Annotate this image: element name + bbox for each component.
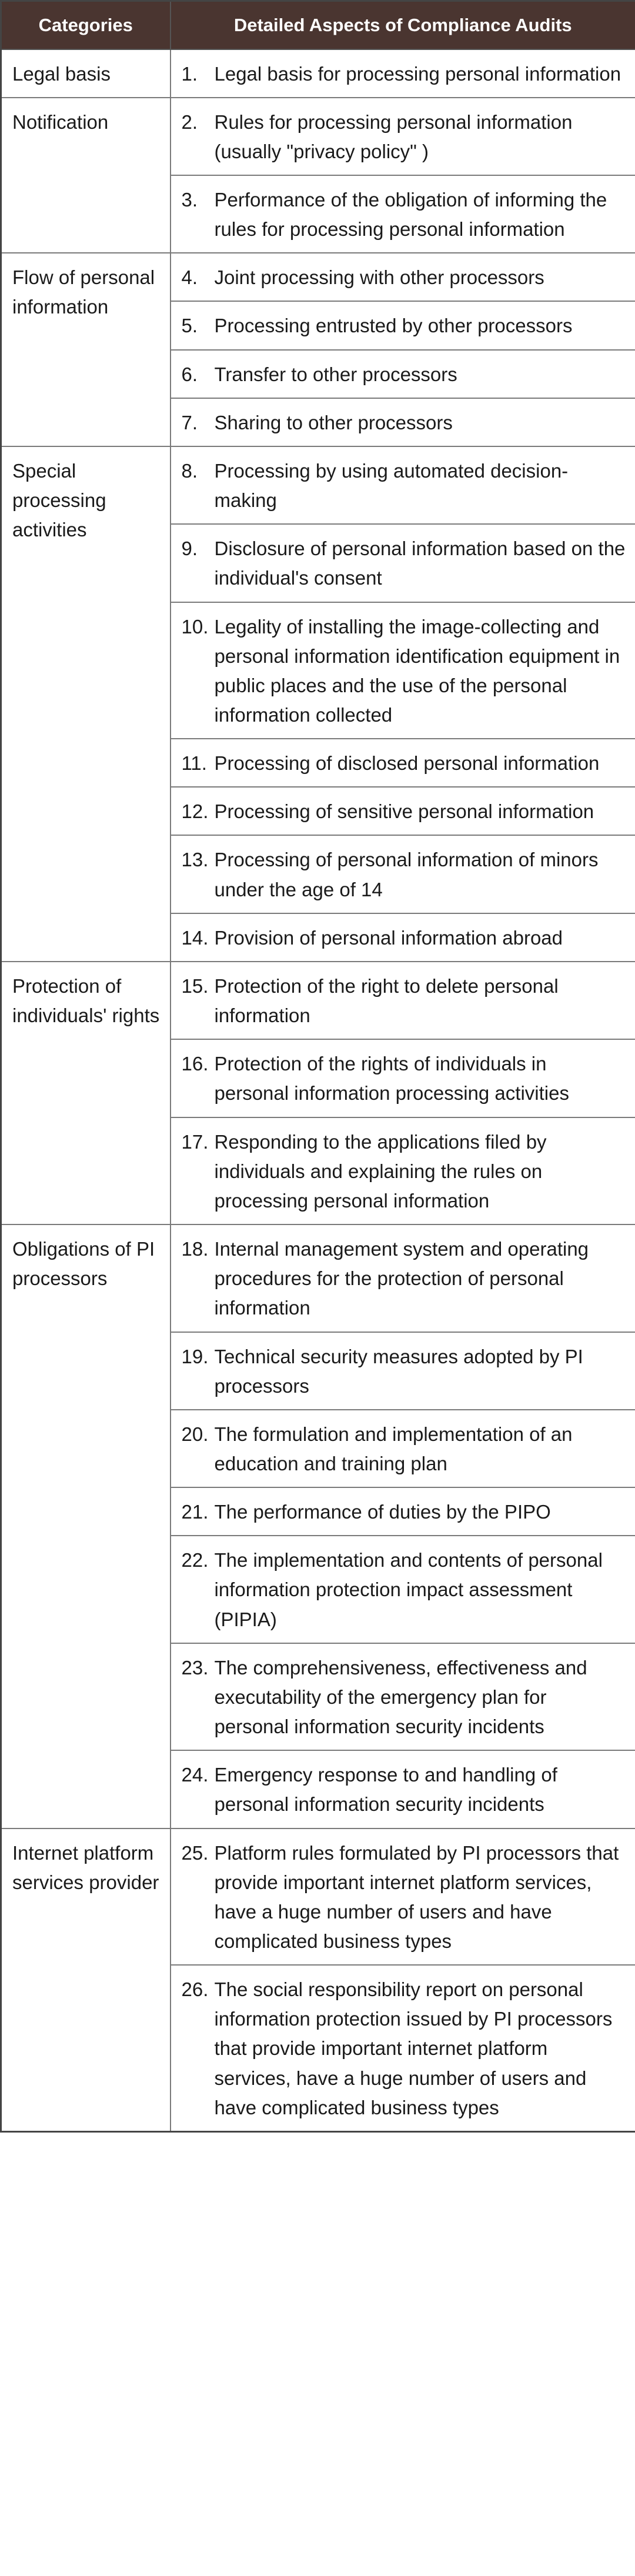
detail-cell <box>171 524 635 602</box>
item-number: 18. <box>181 1238 209 1260</box>
header-categories: Categories <box>1 1 171 49</box>
item-number: 4. <box>181 266 198 289</box>
item-number: 6. <box>181 363 198 385</box>
table-body <box>1 49 635 2132</box>
item-text: Transfer to other processors <box>214 363 457 385</box>
category-cell: Flow of personal information <box>1 253 171 446</box>
table-row <box>1 253 635 301</box>
detail-item <box>182 263 626 292</box>
detail-cell <box>171 49 635 98</box>
item-text: Protection of the right to delete personal information <box>214 975 559 1027</box>
detail-cell <box>171 1410 635 1487</box>
item-text: Responding to the applications filed by individuals and explaining the rules on processing personal information <box>214 1130 547 1212</box>
detail-cell <box>171 739 635 787</box>
item-text: Provision of personal information abroad <box>214 926 563 949</box>
detail-item <box>182 972 626 1030</box>
detail-cell <box>171 835 635 913</box>
table-row <box>1 1828 635 1966</box>
item-number: 26. <box>181 1978 209 2001</box>
item-number: 15. <box>181 975 209 997</box>
item-text: The performance of duties by the PIPO <box>214 1501 551 1523</box>
item-number: 25. <box>181 1841 209 1864</box>
detail-cell <box>171 787 635 835</box>
detail-cell <box>171 1487 635 1536</box>
detail-item <box>182 360 626 389</box>
category-cell: Obligations of PI processors <box>1 1224 171 1828</box>
detail-item <box>182 1342 626 1401</box>
detail-item <box>182 749 626 778</box>
detail-cell <box>171 1643 635 1750</box>
detail-item <box>182 108 626 166</box>
category-cell: Special processing activities <box>1 446 171 962</box>
item-number: 19. <box>181 1345 209 1367</box>
item-number: 2. <box>181 111 198 133</box>
detail-item <box>182 1760 626 1819</box>
item-number: 10. <box>181 615 209 638</box>
category-cell: Legal basis <box>1 49 171 98</box>
item-text: Processing of disclosed personal information <box>214 752 600 775</box>
item-number: 16. <box>181 1053 209 1075</box>
detail-item <box>182 1049 626 1108</box>
detail-item <box>182 797 626 826</box>
detail-cell <box>171 1224 635 1332</box>
detail-item <box>182 1127 626 1216</box>
category-cell: Internet platform services provider <box>1 1828 171 2132</box>
item-number: 8. <box>181 459 198 482</box>
item-number: 24. <box>181 1764 209 1786</box>
detail-item <box>182 1975 626 2123</box>
table-row <box>1 98 635 175</box>
table-row <box>1 962 635 1039</box>
item-text: Legality of installing the image-collecting and personal information identification equipment in public places and the use of the personal information collected <box>214 615 620 726</box>
detail-item <box>182 1234 626 1323</box>
item-number: 14. <box>181 926 209 949</box>
item-number: 17. <box>181 1130 209 1153</box>
item-text: Emergency response to and handling of personal information security incidents <box>214 1764 557 1816</box>
detail-item <box>182 845 626 904</box>
item-text: Rules for processing personal information (usually "privacy policy" ) <box>214 111 573 162</box>
detail-cell <box>171 301 635 349</box>
item-number: 20. <box>181 1423 209 1445</box>
detail-cell <box>171 1039 635 1117</box>
item-text: Processing of sensitive personal information <box>214 800 594 823</box>
detail-item <box>182 923 626 953</box>
detail-cell <box>171 1117 635 1224</box>
table-row <box>1 446 635 524</box>
detail-item <box>182 534 626 593</box>
item-number: 13. <box>181 849 209 871</box>
detail-cell <box>171 1750 635 1828</box>
table-row <box>1 1224 635 1332</box>
detail-item <box>182 1420 626 1479</box>
item-text: Disclosure of personal information based on the individual's consent <box>214 538 626 589</box>
category-cell: Notification <box>1 98 171 253</box>
detail-cell <box>171 350 635 398</box>
item-number: 23. <box>181 1656 209 1679</box>
detail-cell <box>171 253 635 301</box>
item-number: 5. <box>181 315 198 337</box>
item-text: Processing of personal information of minors under the age of 14 <box>214 849 599 900</box>
item-number: 3. <box>181 188 198 211</box>
item-number: 7. <box>181 411 198 433</box>
item-text: Protection of the rights of individuals in personal information processing activities <box>214 1053 569 1105</box>
item-text: The social responsibility report on personal information protection issued by PI processors that provide important internet platform services, have a huge number of users and have complicated business types <box>214 1978 613 2118</box>
item-number: 9. <box>181 538 198 560</box>
item-text: The formulation and implementation of an education and training plan <box>214 1423 573 1474</box>
item-text: Performance of the obligation of informing the rules for processing personal information <box>214 188 607 241</box>
item-text: Sharing to other processors <box>214 411 453 433</box>
item-number: 21. <box>181 1501 209 1523</box>
item-number: 12. <box>181 800 209 823</box>
detail-cell <box>171 1332 635 1410</box>
detail-item <box>182 1497 626 1527</box>
item-text: Platform rules formulated by PI processors that provide important internet platform services, have a huge number of users and have complicated business types <box>214 1841 619 1952</box>
detail-item <box>182 311 626 341</box>
detail-cell <box>171 446 635 524</box>
header-detailed-aspects: Detailed Aspects of Compliance Audits <box>171 1 635 49</box>
header-row <box>1 1 635 49</box>
detail-item <box>182 456 626 515</box>
item-number: 1. <box>181 62 198 85</box>
detail-item <box>182 612 626 730</box>
detail-cell <box>171 602 635 739</box>
detail-item <box>182 59 626 89</box>
item-number: 22. <box>181 1549 209 1571</box>
item-text: Processing entrusted by other processors <box>214 315 573 337</box>
item-text: The comprehensiveness, effectiveness and executability of the emergency plan for personal information security incidents <box>214 1656 587 1738</box>
table-header <box>1 1 635 49</box>
detail-item <box>182 1838 626 1957</box>
item-text: Processing by using automated decision-making <box>214 459 569 512</box>
item-text: Joint processing with other processors <box>214 266 544 289</box>
detail-cell <box>171 175 635 253</box>
detail-cell <box>171 98 635 175</box>
detail-item <box>182 1546 626 1634</box>
detail-item <box>182 185 626 244</box>
item-text: Legal basis for processing personal information <box>214 62 621 85</box>
item-text: The implementation and contents of personal information protection impact assessment (PIPIA) <box>214 1549 603 1630</box>
detail-cell <box>171 1965 635 2131</box>
item-number: 11. <box>181 752 207 775</box>
detail-cell <box>171 1828 635 1966</box>
detail-cell <box>171 913 635 962</box>
detail-item <box>182 1653 626 1741</box>
category-cell: Protection of individuals' rights <box>1 962 171 1224</box>
item-text: Technical security measures adopted by PI processors <box>214 1345 583 1397</box>
detail-item <box>182 408 626 438</box>
table-row <box>1 49 635 98</box>
item-text: Internal management system and operating procedures for the protection of personal information <box>214 1238 589 1319</box>
detail-cell <box>171 962 635 1039</box>
detail-cell <box>171 398 635 446</box>
detail-cell <box>171 1536 635 1643</box>
